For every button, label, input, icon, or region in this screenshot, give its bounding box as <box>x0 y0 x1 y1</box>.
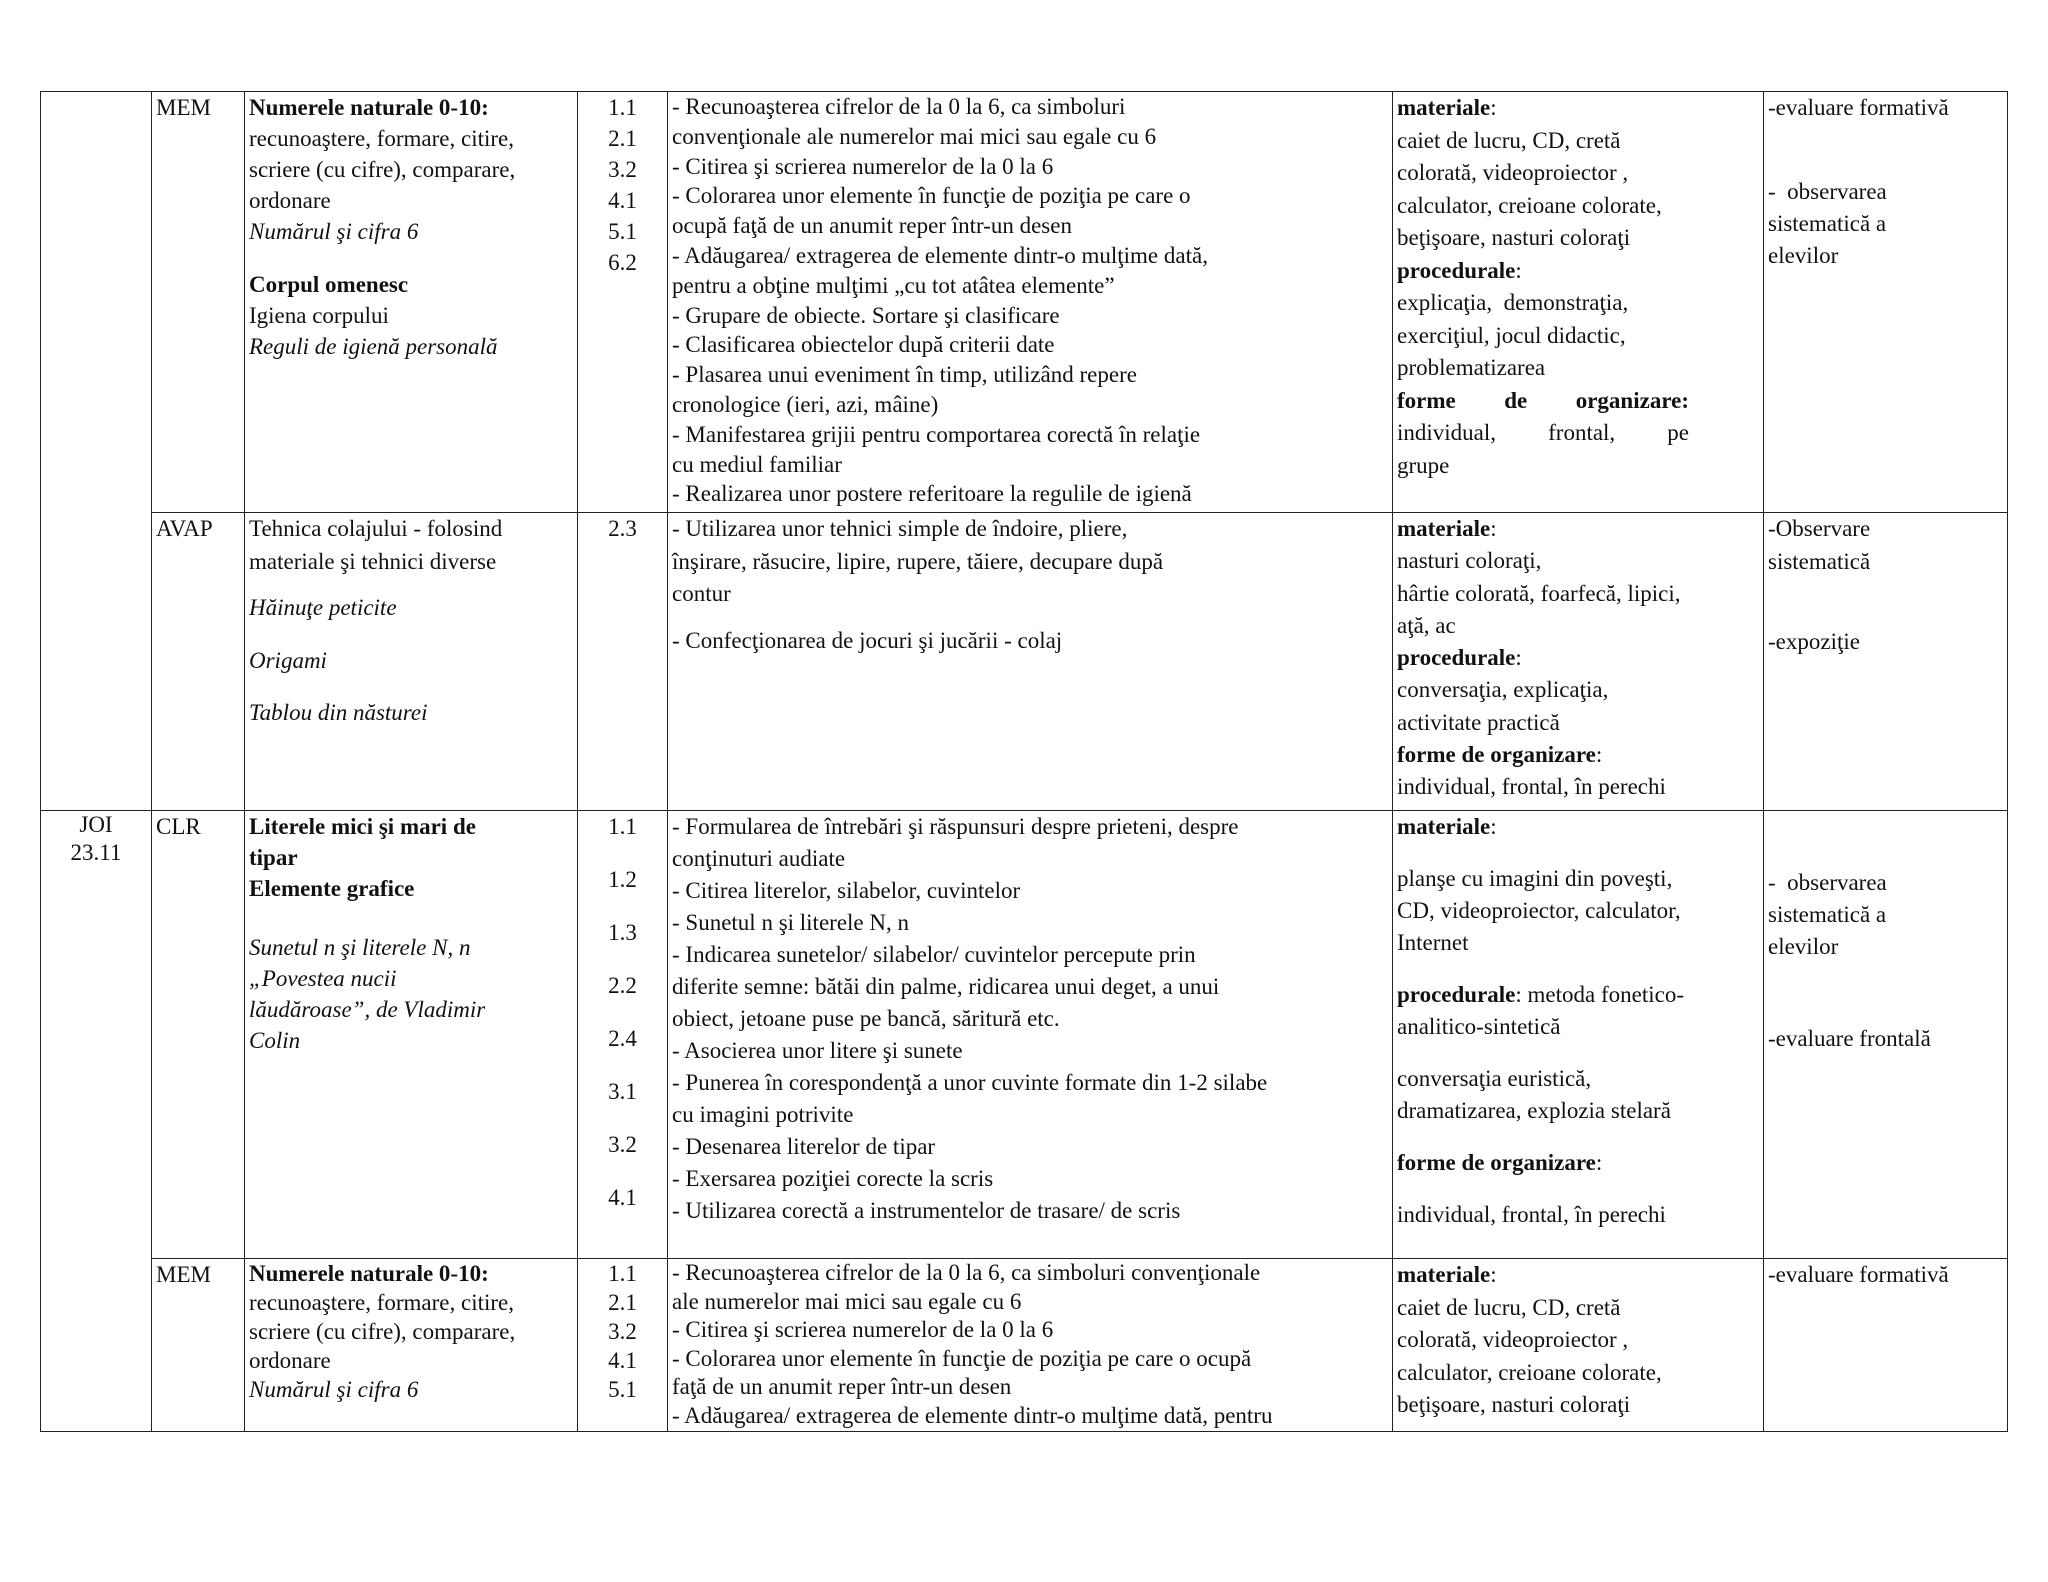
competences-cell: 1.1 2.1 3.2 4.1 5.1 <box>578 1259 668 1432</box>
competences-cell: 2.3 <box>578 513 668 811</box>
subject-cell: MEM <box>152 92 245 513</box>
subject-cell: MEM <box>152 1259 245 1432</box>
evaluation-cell: -Observare sistematică -expoziţie <box>1764 513 2008 811</box>
evaluation-cell: -evaluare formativă - observarea sistematică a elevilor <box>1764 92 2008 513</box>
evaluation-cell: -evaluare formativă <box>1764 1259 2008 1432</box>
content-cell: Numerele naturale 0-10: recunoaştere, formare, citire, scriere (cu cifre), comparare, ordonare Numărul şi cifra 6 <box>245 1259 578 1432</box>
activities-cell: - Recunoaşterea cifrelor de la 0 la 6, ca simboluri convenţionale ale numerelor mai mici sau egale cu 6 - Citirea şi scrierea numerelor de la 0 la 6 - Colorarea unor elemente în funcţie de poziţia pe care o ocupă faţă de un anumit reper într-un desen - Adăugarea/ extragerea de elemente dintr-o mulţime dată, pentru <box>668 1259 1393 1432</box>
day-cell <box>41 811 152 1432</box>
competences-cell: 1.1 2.1 3.2 4.1 5.1 6.2 <box>578 92 668 513</box>
table-row <box>41 513 2008 811</box>
day-label: JOI 23.11 <box>70 812 122 865</box>
resources-cell: materiale: caiet de lucru, CD, cretă colorată, videoproiector , calculator, creioane colorate, beţişoare, nasturi coloraţi procedurale: explicaţia, demonstraţia, exerciţiul, jocul didactic, problematizarea forme de organizare: individual, frontal, pe grupe <box>1393 92 1764 513</box>
competences-cell: 1.1 1.2 1.3 2.2 2.4 3.1 3.2 4.1 <box>578 811 668 1259</box>
lesson-plan-table <box>40 91 2008 1432</box>
day-cell <box>41 92 152 811</box>
content-cell: Literele mici şi mari de tipar Elemente grafice Sunetul n şi literele N, n „Povestea nucii lăudăroase”, de Vladimir Colin <box>245 811 578 1259</box>
content-cell: Numerele naturale 0-10: recunoaştere, formare, citire, scriere (cu cifre), comparare, ordonare Numărul şi cifra 6 Corpul omenesc Igiena corpului Reguli de igienă personală <box>245 92 578 513</box>
activities-cell: - Recunoaşterea cifrelor de la 0 la 6, ca simboluri convenţionale ale numerelor mai mici sau egale cu 6 - Citirea şi scrierea numerelor de la 0 la 6 - Colorarea unor elemente în funcţie de poziţia pe care o ocupă faţă de un anumit reper într-un desen - Adăugarea/ extragerea de elemente dintr-o mulţime dată, pentru a obţine mulţimi „cu tot atâtea elemente” - Grupare de obiecte. Sortare şi clasificare - Clasificarea obiectelor după criterii date - Plasarea unui eveniment în timp, utilizând repere cronologice (ieri, azi, mâine) - Manifestarea grijii pentru comportarea corectă în relaţie cu mediul familiar - Realizarea unor postere referitoare la regulile de igienă <box>668 92 1393 513</box>
table-row <box>41 811 2008 1259</box>
resources-cell: materiale: caiet de lucru, CD, cretă colorată, videoproiector , calculator, creioane colorate, beţişoare, nasturi coloraţi <box>1393 1259 1764 1432</box>
table-row <box>41 92 2008 513</box>
content-cell: Tehnica colajului - folosind materiale şi tehnici diverse Hăinuţe peticite Origami Tablou din năsturei <box>245 513 578 811</box>
subject-cell: AVAP <box>152 513 245 811</box>
activities-cell: - Formularea de întrebări şi răspunsuri despre prieteni, despre conţinuturi audiate - Citirea literelor, silabelor, cuvintelor - Sunetul n şi literele N, n - Indicarea sunetelor/ silabelor/ cuvintelor percepute prin diferite semne: bătăi din palme, ridicarea unui deget, a unui obiect, jetoane puse pe bancă, săritură etc. - Asocierea unor litere şi sunete - Punerea în corespondenţă a unor cuvinte formate din 1-2 silabe cu imagini potrivite - Desenarea literelor de tipar - Exersarea poziţiei corecte la scris - Utilizarea corectă a instrumentelor de trasare/ de scris <box>668 811 1393 1259</box>
resources-cell: materiale: nasturi coloraţi, hârtie colorată, foarfecă, lipici, aţă, ac procedurale: conversaţia, explicaţia, activitate practică forme de organizare: individual, frontal, în perechi <box>1393 513 1764 811</box>
resources-cell: materiale: planşe cu imagini din poveşti, CD, videoproiector, calculator, Internet procedurale: metoda fonetico- analitico-sintetică conversaţia euristică, dramatizarea, explozia stelară forme de organizare: individual, frontal, în perechi <box>1393 811 1764 1259</box>
table-row <box>41 1259 2008 1432</box>
activities-cell: - Utilizarea unor tehnici simple de îndoire, pliere, înşirare, răsucire, lipire, rupere, tăiere, decupare după contur - Confecţionarea de jocuri şi jucării - colaj <box>668 513 1393 811</box>
subject-cell: CLR <box>152 811 245 1259</box>
evaluation-cell: - observarea sistematică a elevilor -evaluare frontală <box>1764 811 2008 1259</box>
